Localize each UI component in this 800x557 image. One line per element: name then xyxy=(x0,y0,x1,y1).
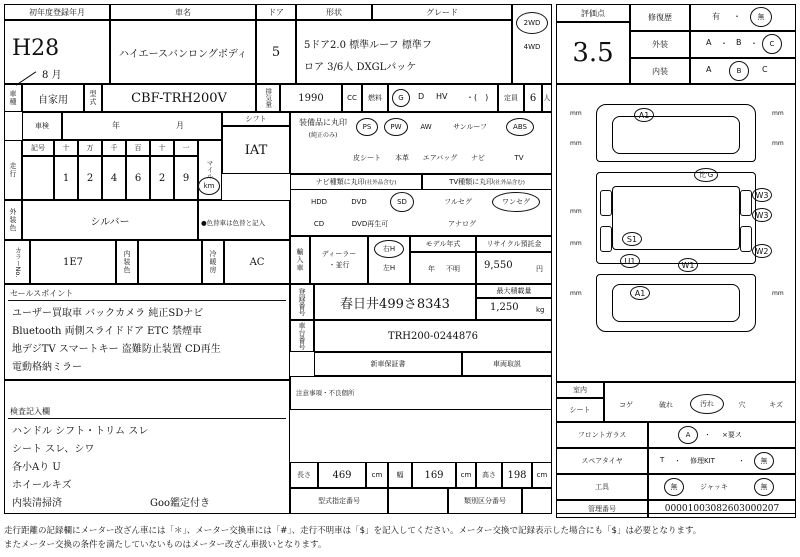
sales-line-1: ユーザー買取車 バックカメラ 純正SDナビ xyxy=(12,308,204,319)
navi-sd[interactable]: SD xyxy=(390,192,414,212)
diagram-wheel-rl xyxy=(600,226,612,252)
diagram-mm-6: mm xyxy=(772,110,784,117)
reg-month-value-2: 8 月 xyxy=(42,70,62,81)
mileage-mile-label: マイル xyxy=(205,160,214,180)
equipment-title: 装備品に丸印 xyxy=(299,117,347,127)
mileage-digit-2-value: 2 xyxy=(86,172,94,184)
mileage-digit-3-value: 4 xyxy=(110,172,118,184)
navi-dvd[interactable]: DVD xyxy=(351,198,367,206)
checklist-line-4: ホイールキズ xyxy=(12,480,72,491)
use-value: 自家用 xyxy=(38,94,68,106)
max-load-value: 1,250 xyxy=(490,302,519,313)
diagram-roof-inner xyxy=(612,116,740,154)
width-value-cell xyxy=(412,462,456,488)
mileage-digit-4-value: 6 xyxy=(134,172,142,184)
spare-tire-dot2: ・ xyxy=(738,457,745,465)
equipment-real-leather[interactable]: 本革 xyxy=(395,154,409,162)
diagram-wheel-rr xyxy=(740,226,752,252)
displacement-value: 1990 xyxy=(298,92,324,104)
tv-fullseg[interactable]: フルセグ xyxy=(444,198,472,206)
car-name-value: ハイエースバンロングボディ xyxy=(118,48,248,60)
repair-label: 修復歴 xyxy=(630,4,690,31)
model-year-cell xyxy=(410,252,476,284)
navi-hdd[interactable]: HDD xyxy=(310,198,328,206)
navi-title-cell xyxy=(290,174,422,190)
inspection-year-label: 年 xyxy=(112,121,120,130)
width-unit: cm xyxy=(456,462,476,488)
seat-label: シート xyxy=(556,398,604,422)
tools-jack-none[interactable]: 無 xyxy=(754,478,774,496)
displacement-label-text: 排気量 xyxy=(264,88,273,108)
navi-cd[interactable]: CD xyxy=(313,220,325,228)
equipment-navi[interactable]: ナビ xyxy=(471,154,485,162)
repair-yes-option[interactable]: 有 xyxy=(712,12,720,21)
fuel-option-g[interactable]: G xyxy=(392,89,410,107)
shift-value-cell xyxy=(222,126,290,174)
reg-number-cell xyxy=(314,284,476,320)
spare-tire-dot1: ・ xyxy=(674,457,681,465)
height-value-cell xyxy=(502,462,532,488)
model-year-year: 年 xyxy=(428,265,435,273)
color-no-label-text: カラーNo. xyxy=(13,246,22,278)
ac-value: AC xyxy=(249,256,265,268)
exterior-color-value: シルバー xyxy=(90,216,130,228)
reg-number-label-text: 登録番号 xyxy=(298,288,306,316)
ac-cell xyxy=(224,240,290,284)
navi-dvd-play[interactable]: DVD再生可 xyxy=(351,220,389,228)
notes-label: 注意事項・不良個所 xyxy=(296,389,355,397)
exterior-color-label: 外装色 xyxy=(4,200,22,240)
spare-tire-none[interactable]: 無 xyxy=(754,452,774,470)
import-handle-left[interactable]: 左H xyxy=(382,264,396,272)
checklist-title-underline xyxy=(8,418,286,419)
sales-line-2: Bluetooth 両側スライドドア ETC 禁煙車 xyxy=(12,326,202,337)
width-value: 169 xyxy=(424,469,444,481)
fuel-label: 燃料 xyxy=(362,84,388,112)
inspection-month-label: 月 xyxy=(176,121,184,130)
tv-title-cell xyxy=(422,174,552,190)
equipment-title-note: (純正のみ) xyxy=(308,131,338,139)
mileage-digit-3 xyxy=(102,156,126,200)
mileage-head-ichi: 一 xyxy=(174,140,198,156)
mileage-digit-1 xyxy=(54,156,78,200)
use-label: 車種 xyxy=(4,84,22,112)
doors-cell xyxy=(256,20,296,84)
mileage-symbol-cell xyxy=(22,156,54,200)
exterior-grade-a[interactable]: A xyxy=(706,38,712,47)
equipment-abs[interactable]: ABS xyxy=(506,118,534,136)
displacement-label xyxy=(256,84,280,112)
color-no-value: 1E7 xyxy=(62,256,84,268)
diagram-mark-w2: W2 xyxy=(752,244,772,258)
mileage-head-sen: 千 xyxy=(102,140,126,156)
mileage-digit-6-value: 9 xyxy=(182,172,190,184)
color-no-cell xyxy=(30,240,116,284)
spare-tire-label: スペアタイヤ xyxy=(556,448,648,474)
type-no-label: 型式指定番号 xyxy=(290,488,388,514)
tv-title: TV種類に丸印 xyxy=(449,178,494,186)
interior-color-cell xyxy=(138,240,202,284)
diagram-mm-1: mm xyxy=(570,110,582,117)
capacity-value: 6 xyxy=(529,92,537,104)
inspection-value-cell xyxy=(62,112,222,140)
height-label: 高さ xyxy=(476,462,502,488)
tv-analog[interactable]: アナログ xyxy=(448,220,476,228)
diagram-wheel-fr xyxy=(740,190,752,216)
tools-none[interactable]: 無 xyxy=(664,478,684,496)
diagram-mark-w3a: W3 xyxy=(752,188,772,202)
height-value: 198 xyxy=(507,469,527,481)
import-handle-right[interactable]: 右H xyxy=(374,240,404,258)
equipment-pw[interactable]: PW xyxy=(384,118,408,136)
diagram-wheel-fl xyxy=(600,190,612,216)
exterior-grade-dot2: ・ xyxy=(750,39,758,48)
spare-tire-kit[interactable]: 修理KIT xyxy=(690,457,715,465)
diagram-mm-3: mm xyxy=(570,208,582,215)
interior-color-label: 内装色 xyxy=(116,240,138,284)
mileage-km-unit[interactable]: km xyxy=(198,177,220,195)
tools-label: 工具 xyxy=(556,474,648,500)
shape-value-line2: ロア 3/6人 DXGLパッケ xyxy=(304,62,417,73)
front-glass-label: フロントガラス xyxy=(556,422,648,448)
repair-options xyxy=(690,4,796,31)
shape-label: 形状 xyxy=(296,4,372,20)
chassis-label xyxy=(290,320,314,352)
mileage-head-hyaku: 百 xyxy=(126,140,150,156)
fuel-option-hv[interactable]: HV xyxy=(436,92,448,101)
interior-grade-a[interactable]: A xyxy=(706,65,712,74)
length-label: 長さ xyxy=(290,462,318,488)
checklist-line-6: Goo鑑定付き xyxy=(150,498,211,509)
diagram-mm-4: mm xyxy=(570,240,582,247)
seat-item-yabure[interactable]: 破れ xyxy=(659,401,673,409)
diagram-mark-hiG: 比'G xyxy=(694,168,718,182)
use-value-cell xyxy=(22,84,84,112)
fuel-option-d[interactable]: D xyxy=(418,92,425,101)
displacement-unit: CC xyxy=(342,84,362,112)
class-no-value xyxy=(522,488,552,514)
diagram-mm-7: mm xyxy=(772,140,784,147)
reg-date-value: H28 xyxy=(12,36,60,61)
warranty-cell[interactable]: 新車保証書 xyxy=(314,352,462,376)
model-value: CBF-TRH200V xyxy=(131,90,227,106)
drive-2wd-option[interactable]: 2WD xyxy=(516,12,548,34)
equipment-airbag[interactable]: エアバッグ xyxy=(422,154,458,162)
diagram-mark-u1: U1 xyxy=(620,254,640,268)
length-value: 469 xyxy=(332,469,352,481)
checklist-line-3: 各小Aり U xyxy=(12,462,61,473)
navi-title-note: (社外品含む) xyxy=(364,180,397,186)
equipment-sunroof[interactable]: サンルーフ xyxy=(452,123,488,131)
front-glass-dot: ・ xyxy=(704,431,711,439)
recycle-label: リサイクル預託金 xyxy=(476,236,552,252)
seat-item-ana[interactable]: 穴 xyxy=(738,401,746,409)
manage-no-label: 管理番号 xyxy=(556,500,648,518)
exterior-grade-c[interactable]: C xyxy=(762,34,782,54)
import-dealer-cell: ディーラー ・並行 xyxy=(310,236,368,284)
car-name-cell xyxy=(110,20,256,84)
diagram-mm-5: mm xyxy=(570,290,582,297)
seat-item-yogore[interactable]: 汚れ xyxy=(690,394,724,414)
diagram-mark-a1-bottom: A1 xyxy=(630,286,650,300)
doors-label: ドア xyxy=(256,4,296,20)
seat-item-koge[interactable]: コゲ xyxy=(619,401,633,409)
tv-oneseg[interactable]: ワンセグ xyxy=(492,192,540,212)
sales-title: セールスポイント xyxy=(10,289,74,298)
capacity-label: 定員 xyxy=(498,84,524,112)
reg-number-label xyxy=(290,284,314,320)
fuel-option-other[interactable]: ・( ) xyxy=(466,93,489,102)
equipment-tv[interactable]: TV xyxy=(514,154,524,162)
checklist-line-5: 内装清掃済 xyxy=(12,498,62,509)
exterior-grade-label: 外装 xyxy=(630,31,690,58)
shift-value: IAT xyxy=(244,142,268,158)
navi-title: ナビ種類に丸印 xyxy=(315,178,365,186)
interior-grade-b[interactable]: B xyxy=(729,61,749,81)
capacity-unit: 人 xyxy=(542,84,552,112)
sales-line-3: 地デジTV スマートキー 盗難防止装置 CD再生 xyxy=(12,344,221,355)
diagram-mark-w1: W1 xyxy=(678,258,698,272)
model-value-cell xyxy=(102,84,256,112)
drive-4wd-option[interactable]: 4WD xyxy=(523,43,541,51)
mileage-head-man: 万 xyxy=(78,140,102,156)
class-no-label: 類別区分番号 xyxy=(448,488,522,514)
mileage-head-ju: 十 xyxy=(150,140,174,156)
footer-line-1: 走行距離の記録欄にメーター改ざん車には「＊」、メーター交換車には「#」、走行不明車は「$」を記入してください。メーター交換で記録表示した場合にも「$」は必要となります。 xyxy=(4,526,702,536)
displacement-value-cell xyxy=(280,84,342,112)
exterior-color-cell xyxy=(22,200,198,240)
room-label: 室内 xyxy=(556,382,604,398)
model-year-unknown: 不明 xyxy=(446,265,460,273)
mileage-symbol-head: 記号 xyxy=(22,140,54,156)
score-label: 評価点 xyxy=(556,4,630,22)
mileage-label: 走行 xyxy=(4,140,22,200)
shift-label: シフト xyxy=(222,112,290,126)
footer-line-2: またメーター交換の条件を満たしていないものはメーター改ざん車扱いとなります。 xyxy=(4,540,327,550)
tv-title-note: (社外品含む) xyxy=(493,180,525,186)
sales-title-underline xyxy=(8,300,286,301)
reg-date-label: 初年度登録年月 xyxy=(4,4,110,20)
length-value-cell xyxy=(318,462,366,488)
front-glass-x[interactable]: ×要ス xyxy=(722,431,742,439)
score-value-cell xyxy=(556,22,630,84)
checklist-title: 検査記入欄 xyxy=(10,407,50,416)
diagram-mark-w3b: W3 xyxy=(752,208,772,222)
sales-line-4: 電動格納ミラー xyxy=(12,362,82,373)
equipment-ps[interactable]: PS xyxy=(356,118,378,136)
reg-number-value: 春日井499さ8343 xyxy=(340,296,450,312)
repair-dot: ・ xyxy=(733,12,741,21)
mileage-head-10man: 十 xyxy=(54,140,78,156)
diagram-mm-8: mm xyxy=(772,290,784,297)
mileage-digit-2 xyxy=(78,156,102,200)
import-label: 輸入車 xyxy=(290,236,310,284)
ac-label: 冷暖房 xyxy=(202,240,224,284)
max-load-label: 最大積載量 xyxy=(476,284,552,298)
manage-no-value: 00001003082603000207 xyxy=(664,504,780,514)
shape-grade-cell xyxy=(296,20,512,84)
mileage-digit-1-value: 1 xyxy=(62,172,70,184)
mileage-digit-5 xyxy=(150,156,174,200)
mileage-digit-6 xyxy=(174,156,198,200)
shape-value-line1: 5ドア2.0 標準ルーフ 標準フ xyxy=(304,40,432,51)
model-label: 型式 xyxy=(84,84,102,112)
interior-grade-c[interactable]: C xyxy=(762,65,768,74)
recycle-unit: 円 xyxy=(536,265,543,273)
diagram-mark-s1: S1 xyxy=(622,232,642,246)
diagram-mark-a1-top: A1 xyxy=(634,108,654,122)
front-glass-a[interactable]: A xyxy=(678,426,698,444)
mileage-digit-5-value: 2 xyxy=(158,172,166,184)
doors-value: 5 xyxy=(271,44,281,60)
width-label: 幅 xyxy=(388,462,412,488)
spare-tire-t[interactable]: T xyxy=(660,456,665,464)
equipment-leather-seat[interactable]: 皮シート xyxy=(353,154,381,162)
recycle-value: 9,550 xyxy=(484,260,513,271)
model-year-label: モデル年式 xyxy=(410,236,476,252)
interior-grade-label: 内装 xyxy=(630,58,690,84)
checklist-line-2: シート スレ、シワ xyxy=(12,444,95,455)
manage-no-cell xyxy=(648,500,796,518)
exterior-grade-b[interactable]: B xyxy=(736,38,742,47)
max-load-unit: kg xyxy=(536,306,545,314)
length-unit: cm xyxy=(366,462,388,488)
chassis-cell xyxy=(314,320,552,352)
capacity-value-cell xyxy=(524,84,542,112)
chassis-label-text: 車台番号 xyxy=(298,322,306,350)
exterior-grade-dot1: ・ xyxy=(720,39,728,48)
color-note: ●色替車は色替と記入 xyxy=(201,219,266,227)
manual-cell[interactable]: 車両取説 xyxy=(462,352,552,376)
grade-label: グレード xyxy=(372,4,512,20)
tools-jack-label: ジャッキ xyxy=(700,483,728,491)
color-no-label xyxy=(4,240,30,284)
chassis-value: TRH200-0244876 xyxy=(388,330,478,342)
car-name-label: 車名 xyxy=(110,4,256,20)
repair-no-option[interactable]: 無 xyxy=(750,7,772,27)
score-value: 3.5 xyxy=(572,38,614,68)
diagram-mm-2: mm xyxy=(570,140,582,147)
height-unit: cm xyxy=(532,462,552,488)
mileage-digit-4 xyxy=(126,156,150,200)
type-no-value xyxy=(388,488,448,514)
checklist-line-1: ハンドル シフト・トリム スレ xyxy=(12,426,149,437)
equipment-aw[interactable]: AW xyxy=(420,123,432,131)
inspection-label: 車検 xyxy=(22,112,62,140)
seat-item-kizu[interactable]: キズ xyxy=(769,401,783,409)
